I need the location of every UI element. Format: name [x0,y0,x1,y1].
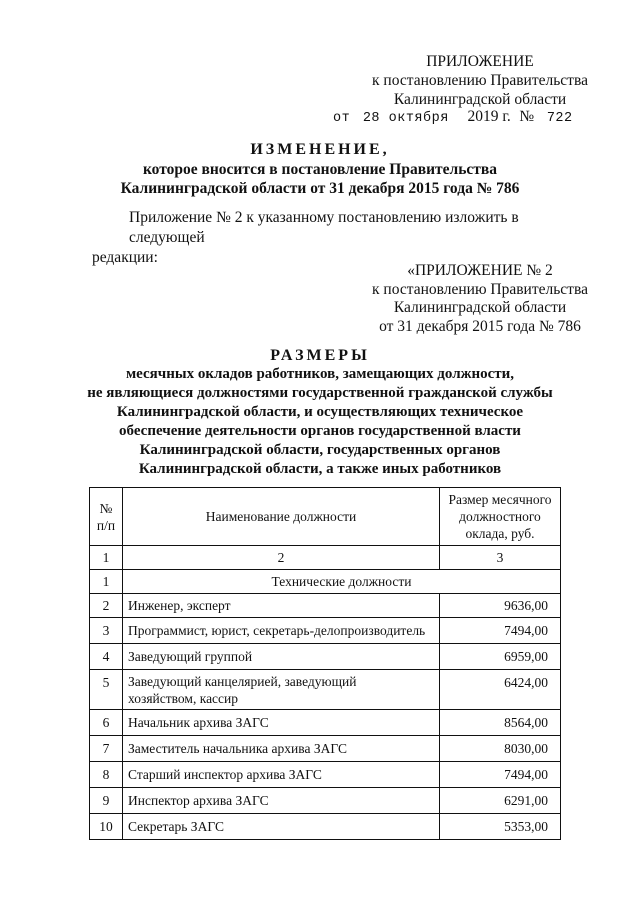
row-num: 2 [90,594,123,618]
table-row [90,594,561,618]
sizes-title: РАЗМЕРЫ [270,347,370,364]
row-num: 9 [90,788,123,814]
change-line1: которое вносится в постановление Правительства [142,161,498,178]
appendix-date-line [333,108,573,126]
table-row [90,814,561,840]
row-name: Старший инспектор архива ЗАГС [123,762,440,788]
row-value: 5353,00 [440,814,561,840]
row-num: 7 [90,736,123,762]
row-name: Заместитель начальника архива ЗАГС [123,736,440,762]
change-block [60,140,580,198]
appendix-title: ПРИЛОЖЕНИЕ [426,53,534,70]
row-num: 8 [90,762,123,788]
col-number-2: 2 [123,546,440,570]
row-num: 6 [90,710,123,736]
appendix-line1: к постановлению Правительства [372,72,588,89]
table-row [90,618,561,644]
sizes-line-3: Калининградской области, и осуществляющих техническое [116,404,524,420]
change-title: ИЗМЕНЕНИЕ, [250,141,390,158]
appendix2-header [356,262,604,336]
appendix2-line2: Калининградской области [393,299,567,316]
date-year: 2019 г. [467,108,511,125]
table-row [90,736,561,762]
appendix-header [360,52,600,109]
header-salary: Размер месячного должностного оклада, руб. [440,488,561,546]
row-value: 7494,00 [440,618,561,644]
row-name: Программист, юрист, секретарь-делопроизводитель [123,618,440,644]
row-num: 4 [90,644,123,670]
header-num: № п/п [90,488,123,546]
row-num: 3 [90,618,123,644]
row-num: 10 [90,814,123,840]
table-row [90,670,561,710]
appendix2-line3: от 31 декабря 2015 года № 786 [379,317,581,335]
change-line2: Калининградской области от 31 декабря 2015 года № 786 [120,180,520,197]
row-name: Секретарь ЗАГС [123,814,440,840]
row-value: 6424,00 [440,670,561,710]
header-name: Наименование должности [123,488,440,546]
sizes-line-6: Калининградской области, а также иных работников [138,461,502,477]
sizes-line-4: обеспечение деятельности органов государственной власти [119,423,521,439]
column-number-row [90,546,561,570]
sizes-block [40,346,600,479]
row-value: 8564,00 [440,710,561,736]
col-number-1: 1 [90,546,123,570]
row-value: 6959,00 [440,644,561,670]
sizes-line-1: месячных окладов работников, замещающих должности, [125,366,515,382]
table-header-row [90,488,561,546]
sizes-line-2: не являющиеся должностями государственной гражданской службы [87,385,553,401]
row-value: 9636,00 [440,594,561,618]
appendix2-title: «ПРИЛОЖЕНИЕ № 2 [407,262,553,279]
section-num: 1 [90,570,123,594]
number-sign: № [519,108,535,125]
table-row [90,788,561,814]
row-value: 6291,00 [440,788,561,814]
date-prefix: от [333,111,351,126]
row-num: 5 [90,670,123,710]
appendix2-line1: к постановлению Правительства [372,280,588,298]
row-name: Заведующий канцелярией, заведующий хозяйством, кассир [123,670,440,710]
sizes-line-5: Калининградской области, государственных органов [139,442,501,458]
row-name: Инспектор архива ЗАГС [123,788,440,814]
row-value: 8030,00 [440,736,561,762]
col-number-3: 3 [440,546,561,570]
salary-table [89,487,561,840]
appendix-line2: Калининградской области [393,91,567,108]
table-row [90,644,561,670]
date-value: 28 октября [362,111,449,126]
intro-line1: Приложение № 2 к указанному постановлению изложить в следующей [129,209,519,246]
section-row [90,570,561,594]
row-name: Заведующий группой [123,644,440,670]
table-row [90,710,561,736]
row-name: Начальник архива ЗАГС [123,710,440,736]
row-name: Инженер, эксперт [123,594,440,618]
intro-line2: редакции: [92,249,158,266]
section-label: Технические должности [123,570,561,594]
decree-number: 722 [546,111,573,126]
table-row [90,762,561,788]
row-value: 7494,00 [440,762,561,788]
intro-paragraph [92,208,592,268]
